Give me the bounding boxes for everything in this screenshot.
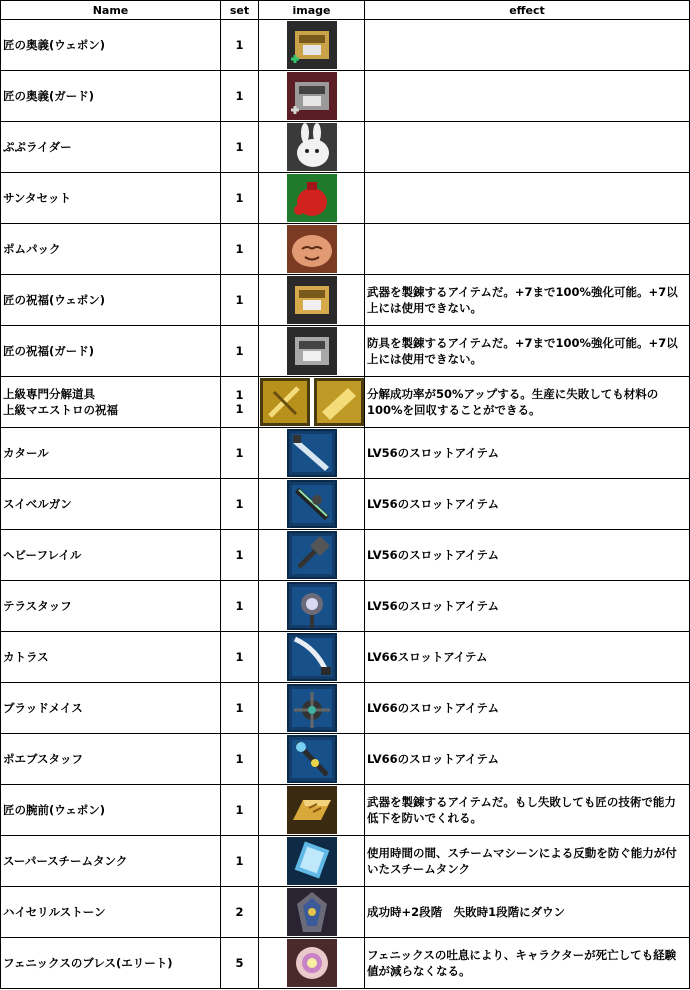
item-set-count: 1	[221, 785, 259, 836]
item-image-cell	[259, 836, 365, 887]
table-row	[1, 428, 690, 479]
table-row	[1, 632, 690, 683]
header-row	[1, 1, 690, 20]
item-effect: LV66のスロットアイテム	[365, 683, 690, 734]
item-effect: フェニックスの吐息により、キャラクターが死亡しても経験値が減らなくなる。	[365, 938, 690, 989]
item-effect: LV56のスロットアイテム	[365, 479, 690, 530]
high-ceril-stone-icon	[287, 888, 337, 936]
item-image-cell	[259, 173, 365, 224]
table-row	[1, 71, 690, 122]
item-effect: 分解成功率が50%アップする。生産に失敗しても材料の 100%を回収することができる。	[365, 377, 690, 428]
maestro-blessing-icon	[314, 378, 364, 426]
table-row	[1, 530, 690, 581]
item-image-cell	[259, 326, 365, 377]
item-image-cell	[259, 479, 365, 530]
item-set-count: 1	[221, 530, 259, 581]
item-name: 匠の腕前(ウェポン)	[1, 785, 221, 836]
item-name: ハイセリルストーン	[1, 887, 221, 938]
pom-pack-icon	[287, 225, 337, 273]
item-image-cell	[259, 734, 365, 785]
item-name: 匠の祝福(ガード)	[1, 326, 221, 377]
item-effect: LV56のスロットアイテム	[365, 581, 690, 632]
table-row	[1, 836, 690, 887]
table-row	[1, 734, 690, 785]
item-effect	[365, 173, 690, 224]
item-name: フェニックスのブレス(エリート)	[1, 938, 221, 989]
dismantle-tool-icon	[260, 378, 310, 426]
item-effect: 武器を製錬するアイテムだ。+7まで100%強化可能。+7以上には使用できない。	[365, 275, 690, 326]
table-row	[1, 938, 690, 989]
item-image-cell	[259, 683, 365, 734]
item-image-cell	[259, 20, 365, 71]
table-row	[1, 224, 690, 275]
item-name: 匠の奥義(ウェポン)	[1, 20, 221, 71]
item-effect: 使用時間の間、スチームマシーンによる反動を防ぐ能力が付いたスチームタンク	[365, 836, 690, 887]
item-image-cell	[259, 581, 365, 632]
item-set-count: 1 1	[221, 377, 259, 428]
item-name: 上級専門分解道具 上級マエストロの祝福	[1, 377, 221, 428]
table-row	[1, 377, 690, 428]
header-image: image	[259, 1, 365, 20]
blessing-box-guard-icon	[287, 327, 337, 375]
item-image-cell	[259, 275, 365, 326]
item-effect	[365, 224, 690, 275]
item-set-count: 1	[221, 173, 259, 224]
item-image-cell	[259, 887, 365, 938]
item-effect: 成功時+2段階 失敗時1段階にダウン	[365, 887, 690, 938]
phoenix-breath-icon	[287, 939, 337, 987]
item-name: ぷぷライダー	[1, 122, 221, 173]
item-image-cell	[259, 122, 365, 173]
item-set-count: 1	[221, 632, 259, 683]
item-set-count: 1	[221, 20, 259, 71]
item-effect: 武器を製錬するアイテムだ。もし失敗しても匠の技術で能力低下を防いでくれる。	[365, 785, 690, 836]
table-row	[1, 326, 690, 377]
table-row	[1, 479, 690, 530]
table-row	[1, 122, 690, 173]
item-name: テラスタッフ	[1, 581, 221, 632]
table-row	[1, 683, 690, 734]
item-effect: LV56のスロットアイテム	[365, 530, 690, 581]
item-set-count: 5	[221, 938, 259, 989]
item-set-count: 1	[221, 275, 259, 326]
phoebus-staff-icon	[287, 735, 337, 783]
heavy-flail-icon	[287, 531, 337, 579]
cutlass-icon	[287, 633, 337, 681]
item-set-count: 1	[221, 122, 259, 173]
item-effect: LV56のスロットアイテム	[365, 428, 690, 479]
item-image-cell	[259, 530, 365, 581]
table-row	[1, 581, 690, 632]
item-name: サンタセット	[1, 173, 221, 224]
item-name: スイベルガン	[1, 479, 221, 530]
item-name: ヘビーフレイル	[1, 530, 221, 581]
item-name: カタール	[1, 428, 221, 479]
item-set-count: 1	[221, 581, 259, 632]
item-set-count: 1	[221, 479, 259, 530]
item-set-count: 1	[221, 326, 259, 377]
item-effect: 防具を製錬するアイテムだ。+7まで100%強化可能。+7以上には使用できない。	[365, 326, 690, 377]
table-row	[1, 173, 690, 224]
blessing-box-weapon-icon	[287, 276, 337, 324]
item-name: ブラッドメイス	[1, 683, 221, 734]
steam-tank-icon	[287, 837, 337, 885]
header-name: Name	[1, 1, 221, 20]
table-row	[1, 275, 690, 326]
item-set-count: 1	[221, 224, 259, 275]
item-image-cell	[259, 377, 365, 428]
item-set-count: 2	[221, 887, 259, 938]
item-effect: LV66のスロットアイテム	[365, 734, 690, 785]
item-image-cell	[259, 224, 365, 275]
terra-staff-icon	[287, 582, 337, 630]
santa-sack-icon	[287, 174, 337, 222]
item-image-cell	[259, 428, 365, 479]
item-image-cell	[259, 785, 365, 836]
item-image-cell	[259, 938, 365, 989]
gold-ingot-icon	[287, 786, 337, 834]
item-image-cell	[259, 632, 365, 683]
header-set: set	[221, 1, 259, 20]
item-effect	[365, 71, 690, 122]
item-name: ポムパック	[1, 224, 221, 275]
item-effect: LV66スロットアイテム	[365, 632, 690, 683]
item-name: 匠の祝福(ウェポン)	[1, 275, 221, 326]
item-effect	[365, 20, 690, 71]
table-row	[1, 887, 690, 938]
item-name: スーパースチームタンク	[1, 836, 221, 887]
rabbit-mount-icon	[287, 123, 337, 171]
item-name: ポエブスタッフ	[1, 734, 221, 785]
item-set-count: 1	[221, 71, 259, 122]
item-name: カトラス	[1, 632, 221, 683]
table-row	[1, 20, 690, 71]
table-row	[1, 785, 690, 836]
blood-mace-icon	[287, 684, 337, 732]
header-effect: effect	[365, 1, 690, 20]
swivel-gun-icon	[287, 480, 337, 528]
item-set-count: 1	[221, 683, 259, 734]
item-set-count: 1	[221, 428, 259, 479]
item-set-count: 1	[221, 836, 259, 887]
katar-icon	[287, 429, 337, 477]
item-name: 匠の奥義(ガード)	[1, 71, 221, 122]
craft-box-weapon-icon	[287, 21, 337, 69]
item-set-count: 1	[221, 734, 259, 785]
item-image-cell	[259, 71, 365, 122]
item-effect	[365, 122, 690, 173]
craft-box-guard-icon	[287, 72, 337, 120]
